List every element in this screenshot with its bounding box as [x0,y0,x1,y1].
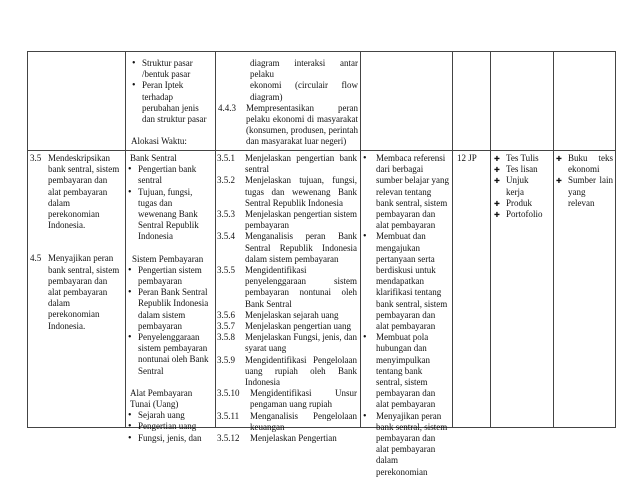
table-top-border [27,51,615,52]
list-item: • Membuat dan mengajukan pertanyaan serta berdiskusi untuk mendapatkan klarifikasi tentang bank sentral, sistem pembayaran dan alat pembayaran [362,231,450,332]
alokasi-waktu-value: 12 JP [457,153,477,163]
list-item: ✚ Portofolio [494,209,552,220]
kd-text: Menyajikan peran bank sentral, sistem pembayaran dan alat pembayaran dalam perekonomian Indonesia. [48,253,120,331]
list-item: • Pengertian sistem pembayaran [127,265,212,287]
kompetensi-dasar-cell [30,153,122,332]
indicator-number: 3.5.3 [217,209,235,220]
indicator-item [217,411,357,433]
indicator-item [217,332,357,354]
materi-heading: Bank Sentral [130,153,177,163]
list-item: • Struktur pasar /bentuk pasar [131,58,211,80]
indicator-number: 3.5.5 [217,265,235,276]
kd-text: Mendeskripsikan bank sentral, sistem pembayaran dan alat pembayaran dalam perekonomian Indonesia. [48,153,120,231]
list-item: • Fungsi, jenis, dan [127,433,212,444]
kd-number: 3.5 [30,153,42,163]
list-item: • Pengertian uang [127,421,212,432]
row-divider [27,150,615,151]
indicator-item [217,433,357,444]
indicator-item [217,231,357,265]
materi-cell [130,153,212,444]
col-border [125,51,126,428]
indicator-text: Menjelaskan Fungsi, jenis, dan syarat uang [245,332,357,354]
col-border [553,51,554,428]
indicator-text: Mengidentifikasi Pengelolaan uang rupiah oleh Bank Indonesia [245,354,357,388]
indicator-number: 3.5.8 [217,332,235,343]
col-border [215,51,216,428]
kd-item [30,153,122,231]
indicator-number: 3.5.7 [217,321,235,332]
col-border [490,51,491,428]
materi-heading: Alat Pembayaran Tunai (Uang) [130,387,193,410]
list-item: • Tujuan, fungsi, tugas dan wewenang Bank Sentral Republik Indonesia [127,187,212,243]
indicator-item [217,321,357,332]
indicator-number: 3.5.6 [217,309,235,320]
list-item: • Peran Bank Sentral Republik Indonesia dalam sistem pembayaran [127,287,212,332]
top-materi-cell [131,58,211,147]
text-line: ekonomi (circulair flow [250,80,358,91]
indicator-text: Mengidentifikasi penyelenggaraan sistem pembayaran nontunai oleh Bank Sentral [245,265,357,309]
kegiatan-cell [362,153,450,478]
indicator-text: Menjelaskan Pengertian [250,433,337,444]
indicator-text: Menjelaskan tujuan, fungsi, tugas dan wewenang Bank Sentral Republik Indonesia [245,175,357,208]
col-border [360,51,361,428]
list-item: ✚ Sumber lain yang relevan [556,175,613,209]
indicator-item [217,265,357,310]
indicator-number: 3.5.2 [217,175,235,186]
indicator-text: Mengidentifikasi Unsur pengaman uang rupiah [250,388,357,410]
indikator-cell [217,153,357,444]
indicator-item [217,310,357,321]
penilaian-cell [494,153,552,220]
sumber-cell [556,153,613,209]
kd-number: 4.5 [30,253,42,264]
indicator-number: 3.5.1 [217,153,235,163]
list-item: • Peran Iptek terhadap perubahan jenis dan struktur pasar [131,80,211,125]
indicator-number: 3.5.11 [217,410,240,421]
list-item: • Penyelenggaraan sistem pembayaran nontunai oleh Bank Sentral [127,332,212,377]
col-border [615,51,616,428]
list-item: • Membaca referensi dari berbagai sumber belajar yang relevan tentang bank sentral, sistem pembayaran dan alat pembayaran [362,153,450,231]
indicator-number: 3.5.12 [217,433,240,444]
text-line: diagram interaksi antar pelaku [250,58,358,80]
indicator-text: Menjelaskan pengertian uang [245,321,351,332]
indicator-number: 3.5.10 [217,388,240,399]
alokasi-waktu-label: Alokasi Waktu: [131,136,187,147]
indicator-number: 4.4.3 [218,102,236,113]
indicator-text: Mempresentasikan peran pelaku ekonomi di masyarakat (konsumen, produsen, perintah dan masyarakat luar negeri) [246,102,358,147]
list-item: ✚ Tes lisan [494,164,552,175]
indicator-item [217,175,357,209]
list-item: • Menyajikan peran bank sentral, sistem pembayaran dan alat pembayaran dalam perekonomian [362,411,450,478]
indicator-number: 3.5.9 [217,354,235,365]
list-item: • Pengertian bank sentral [127,164,212,186]
indicator-text: Menjelaskan pengertian sistem pembayaran [245,209,357,231]
list-item: ✚ Buku teks ekonomi [556,153,613,175]
indicator-item [217,153,357,175]
indicator-text: Menjelaskan pengertian bank sentral [245,153,357,175]
indicator-item [218,103,358,148]
col-border [452,51,453,428]
indicator-text: Menganalisis peran Bank Sentral Republik Indonesia dalam sistem pembayaran [245,231,357,264]
indicator-item [217,209,357,231]
list-item: ✚ Tes Tulis [494,153,552,164]
list-item: • Sejarah uang [127,410,212,421]
indicator-text: Menjelaskan sejarah uang [245,309,339,320]
materi-heading: Sistem Pembayaran [132,253,204,264]
list-item: ✚ Produk [494,198,552,209]
indicator-text: Menganalisis Pengelolaan keuangan [250,410,357,432]
indicator-item [217,355,357,389]
col-border [27,51,28,428]
list-item: ✚ Unjuk kerja [494,175,532,197]
text-line: diagram) [250,91,283,102]
top-indikator-cell [218,58,358,148]
list-item: • Membuat pola hubungan dan menyimpulkan tentang bank sentral, sistem pembayaran dan alat pembayaran [362,332,450,410]
indicator-item [217,388,357,410]
indicator-number: 3.5.4 [217,231,235,242]
kd-item [30,253,122,331]
